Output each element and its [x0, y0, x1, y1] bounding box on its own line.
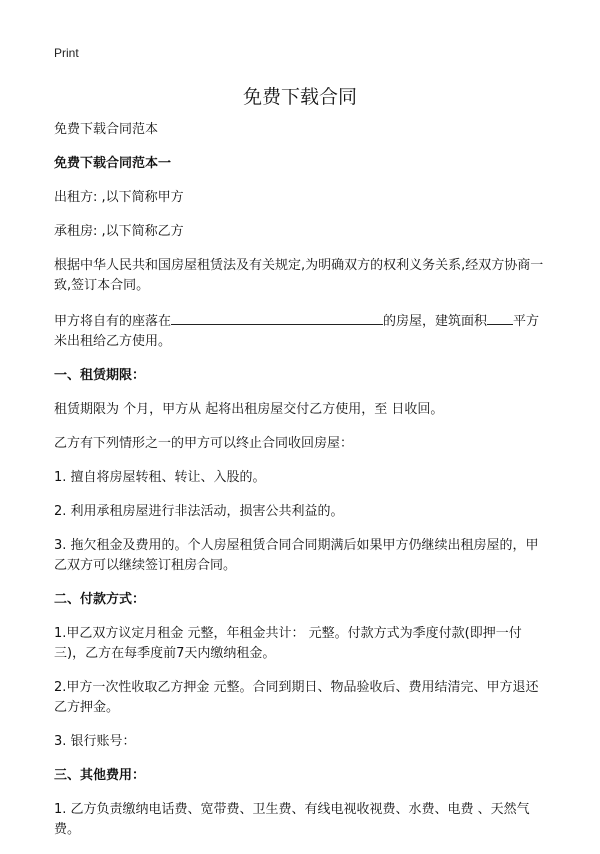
- other-fees-item-1: 1. 乙方负责缴纳电话费、宽带费、卫生费、有线电视收视费、水费、电费 、天然气费。: [54, 802, 530, 837]
- address-blank: [171, 310, 383, 325]
- property-paragraph: [54, 310, 548, 352]
- termination-intro: 乙方有下列情形之一的甲方可以终止合同收回房屋：: [54, 436, 354, 451]
- termination-item-1: 1. 擅自将房屋转租、转让、入股的。: [54, 470, 266, 485]
- page-title: 免费下载合同: [242, 86, 357, 108]
- area-blank: [487, 310, 513, 325]
- intro-paragraph: 根据中华人民共和国房屋租赁法及有关规定,为明确双方的权利义务关系,经双方协商一致,签订本合同。: [54, 258, 544, 293]
- lessor-line: 出租方: ,以下简称甲方: [54, 190, 184, 205]
- section-title: 免费下载合同范本一: [54, 156, 172, 171]
- payment-item-2: 2.甲方一次性收取乙方押金 元整。合同到期日、物品验收后、费用结清完、甲方退还乙方押金。: [54, 680, 539, 715]
- termination-item-3: 3. 拖欠租金及费用的。个人房屋租赁合同合同期满后如果甲方仍继续出租房屋的，甲乙双方可以继续签订租房合同。: [54, 538, 539, 573]
- heading-lease-term: 一、租赁期限：: [54, 368, 146, 383]
- property-text-3: 平方米出租给乙方使用。: [54, 314, 540, 349]
- property-text-2: 的房屋，建筑面积: [383, 314, 488, 329]
- heading-payment: 二、付款方式：: [54, 592, 146, 607]
- print-link[interactable]: Print: [54, 46, 79, 60]
- payment-item-3: 3. 银行账号：: [54, 734, 136, 749]
- property-text-1: 甲方将自有的座落在: [54, 314, 172, 329]
- lessee-line: 承租房: ,以下简称乙方: [54, 224, 184, 239]
- payment-item-1: 1.甲乙双方议定月租金 元整，年租金共计： 元整。付款方式为季度付款(即押一付三)，乙方在每季度前7天内缴纳租金。: [54, 626, 522, 661]
- heading-other-fees: 三、其他费用：: [54, 768, 146, 783]
- termination-item-2: 2. 利用承租房屋进行非法活动，损害公共利益的。: [54, 504, 344, 519]
- lease-term-paragraph: 租赁期限为 个月，甲方从 起将出租房屋交付乙方使用，至 日收回。: [54, 402, 444, 417]
- contract-body: [54, 120, 548, 854]
- contract-subtitle: 免费下载合同范本: [54, 122, 159, 137]
